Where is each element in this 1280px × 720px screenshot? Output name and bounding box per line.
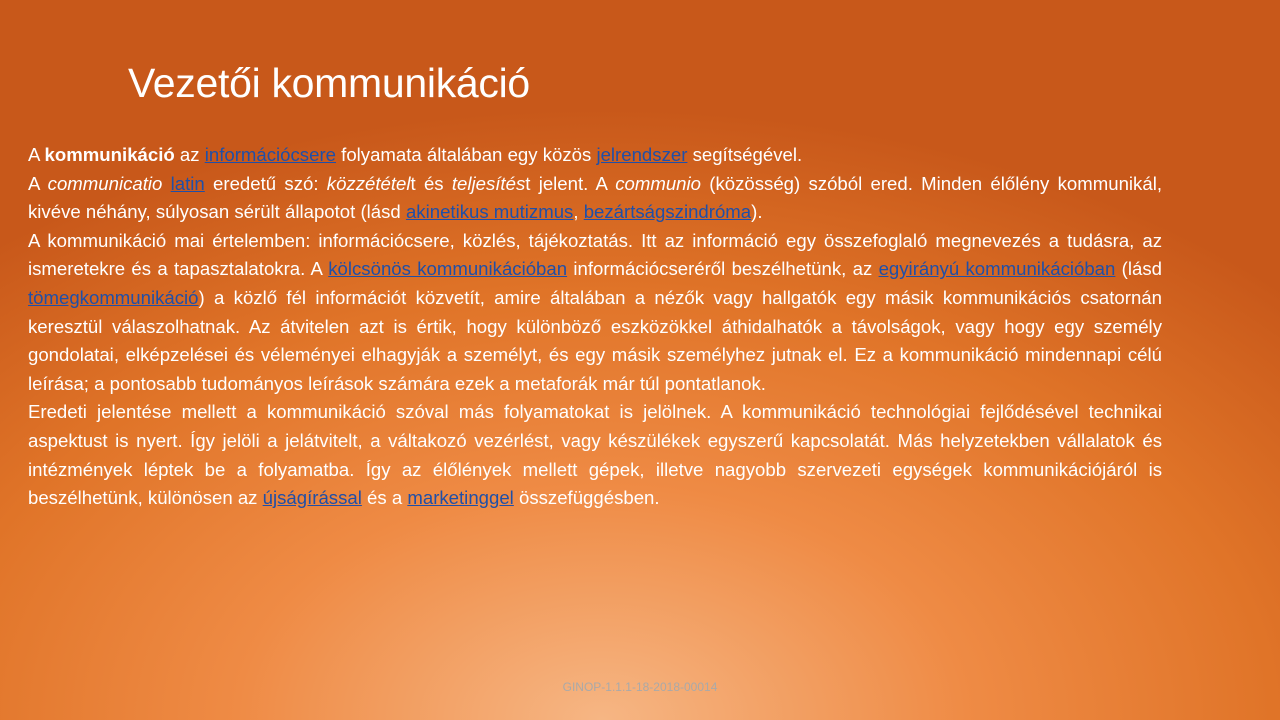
- slide-title: Vezetői kommunikáció: [128, 60, 530, 106]
- text: az: [174, 144, 205, 165]
- text: A: [28, 172, 48, 194]
- link-tomegkommunikacio[interactable]: tömegkommunikáció: [28, 286, 199, 308]
- slide-footer: GINOP-1.1.1-18-2018-00014: [562, 680, 718, 694]
- link-kolcsonos-kommunikacio[interactable]: kölcsönös kommunikációban: [328, 258, 568, 280]
- paragraph-definition: [28, 141, 1162, 170]
- text: A: [28, 144, 45, 165]
- bold-term: kommunikáció: [44, 144, 175, 165]
- text: összefüggésben.: [513, 487, 660, 509]
- link-informaciocsere[interactable]: információcsere: [204, 144, 336, 165]
- paragraph-modern-meaning: [28, 227, 1162, 399]
- text: információcseréről beszélhetünk, az: [567, 258, 879, 280]
- slide-body: [28, 141, 1162, 513]
- text: (közösség) szóból ered. Minden élőlény kommunikál, kivéve néhány, súlyosan sérült állapotot (lásd: [28, 172, 1162, 223]
- link-bezartsagszindroma[interactable]: bezártságszindróma: [583, 201, 752, 223]
- text: ).: [751, 201, 763, 223]
- italic-term: teljesítés: [451, 172, 526, 194]
- link-ujsagiras[interactable]: újságírással: [262, 487, 362, 509]
- text: ,: [573, 201, 584, 223]
- text: segítségével.: [687, 144, 803, 165]
- text: [162, 173, 170, 194]
- paragraph-other-meanings: [28, 398, 1162, 512]
- text: A kommunikáció mai értelemben: információcsere, közlés, tájékoztatás. Itt az információ egy összefoglaló megnevezés a tudásra, az ismeretekre és a tapasztalatokra. A: [28, 229, 1162, 280]
- text: eredetű szó:: [204, 172, 327, 194]
- link-marketing[interactable]: marketinggel: [407, 487, 514, 509]
- text: (lásd: [1115, 258, 1162, 280]
- link-egyiranyu-kommunikacio[interactable]: egyirányú kommunikációban: [878, 258, 1116, 280]
- text: t jelent. A: [525, 172, 616, 194]
- italic-term: communicatio: [47, 172, 163, 194]
- text: és a: [361, 487, 408, 509]
- text: ) a közlő fél információt közvetít, amire általában a nézők vagy hallgatók egy másik kommunikációs csatornán keresztül válaszolhatnak. Az átvitelen azt is értik, hogy különböző eszközökkel áthidalhatók a távolságok, vagy hogy egy személy gondolatai, elképzelései és véleményei elhagyják a személyt, és egy másik személyhez jutnak el. Ez a kommunikáció mindennapi célú leírása; a pontosabb tudományos leírások számára ezek a metaforák már túl pontatlanok.: [28, 286, 1162, 394]
- link-jelrendszer[interactable]: jelrendszer: [596, 144, 688, 165]
- link-latin[interactable]: latin: [170, 172, 205, 194]
- link-akinetikus-mutizmus[interactable]: akinetikus mutizmus: [405, 201, 574, 223]
- paragraph-etymology: [28, 170, 1162, 227]
- text: Eredeti jelentése mellett a kommunikáció szóval más folyamatokat is jelölnek. A kommunikáció technológiai fejlődésével technikai aspektust is nyert. Így jelöli a jelátvitelt, a váltakozó vezérlést, vagy készülékek egyszerű kapcsolatát. Más helyzetekben vállalatok és intézmények léptek be a folyamatba. Így az élőlények mellett gépek, illetve nagyobb szervezeti egységek kommunikációjáról is beszélhetünk, különösen az: [28, 401, 1162, 509]
- italic-term: communio: [615, 172, 701, 194]
- text: folyamata általában egy közös: [335, 144, 597, 165]
- italic-term: közzététel: [326, 172, 411, 194]
- text: t és: [410, 172, 452, 194]
